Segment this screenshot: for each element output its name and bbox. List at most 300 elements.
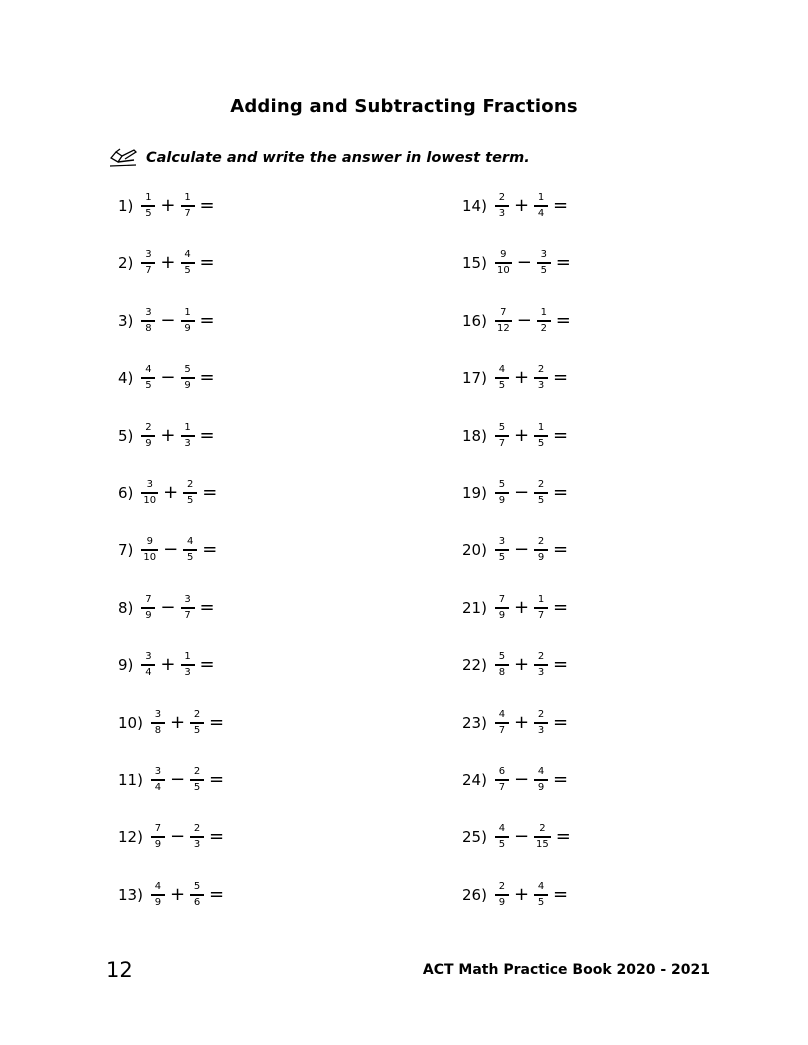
problem-item: [118, 301, 227, 358]
numerator: 2: [537, 708, 545, 720]
equals-sign: =: [199, 596, 215, 618]
problem-number: 11): [118, 770, 143, 789]
problem-item: [118, 760, 227, 817]
problem-item: [118, 416, 227, 473]
equals-sign: =: [553, 596, 569, 618]
fraction: [495, 249, 512, 277]
problem-expression: [462, 588, 571, 628]
fraction-bar: [183, 549, 197, 551]
instruction: [108, 146, 530, 170]
fraction: [141, 364, 155, 392]
fraction: [495, 881, 509, 909]
problem-expression: [462, 358, 571, 398]
problem-expression: [462, 875, 571, 915]
fraction: [141, 192, 155, 220]
problem-expression: [118, 473, 220, 513]
fraction: [534, 479, 548, 507]
problem-number: 2): [118, 254, 134, 273]
fraction-bar: [534, 607, 548, 609]
problem-expression: [462, 760, 571, 800]
numerator: 4: [498, 823, 506, 835]
denominator: 7: [537, 609, 545, 621]
instruction-text: Calculate and write the answer in lowest term.: [146, 150, 530, 166]
numerator: 4: [537, 765, 545, 777]
fraction: [495, 594, 509, 622]
fraction: [495, 192, 509, 220]
numerator: 4: [184, 249, 191, 261]
fraction-bar: [534, 836, 551, 838]
equals-sign: =: [553, 481, 569, 503]
denominator: 9: [537, 552, 545, 564]
fraction-bar: [495, 722, 509, 724]
numerator: 5: [498, 651, 506, 663]
equals-sign: =: [553, 539, 569, 561]
problem-expression: [118, 530, 220, 570]
fraction-bar: [534, 779, 548, 781]
denominator: 7: [498, 724, 506, 736]
fraction: [141, 249, 155, 277]
operator: +: [513, 195, 530, 216]
fraction-bar: [534, 722, 548, 724]
operator: −: [513, 826, 530, 848]
fraction-bar: [141, 492, 158, 494]
numerator: 7: [500, 306, 507, 318]
denominator: 5: [498, 380, 506, 392]
equals-sign: =: [199, 654, 215, 676]
denominator: 7: [498, 437, 506, 449]
fraction: [183, 536, 197, 564]
equals-sign: =: [209, 883, 225, 905]
numerator: 2: [498, 880, 506, 892]
numerator: 9: [146, 536, 153, 548]
numerator: 3: [498, 536, 506, 548]
numerator: 2: [145, 421, 152, 433]
problem-item: [462, 588, 574, 645]
problem-number: 7): [118, 541, 134, 560]
numerator: 1: [537, 192, 545, 203]
numerator: 7: [145, 593, 152, 605]
denominator: 8: [498, 667, 506, 679]
equals-sign: =: [209, 711, 225, 733]
fraction: [181, 192, 195, 220]
book-title: ACT Math Practice Book 2020 - 2021: [422, 962, 710, 978]
fraction: [495, 307, 512, 335]
fraction: [534, 881, 548, 909]
problem-expression: [118, 817, 227, 857]
numerator: 3: [154, 708, 162, 720]
fraction: [151, 823, 165, 851]
fraction: [151, 881, 165, 909]
problem-item: [118, 645, 227, 702]
equals-sign: =: [553, 711, 569, 733]
fraction-bar: [141, 205, 155, 207]
problem-expression: [462, 186, 571, 226]
fraction-bar: [495, 836, 509, 838]
fraction-bar: [181, 205, 195, 207]
numerator: 2: [539, 823, 546, 835]
fraction-bar: [534, 377, 548, 379]
equals-sign: =: [553, 768, 569, 790]
fraction: [495, 651, 509, 679]
fraction: [151, 709, 165, 737]
fraction: [495, 536, 509, 564]
fraction-bar: [151, 836, 165, 838]
fraction-bar: [534, 492, 548, 494]
problem-expression: [118, 301, 218, 341]
problem-number: 9): [118, 656, 134, 675]
numerator: 3: [145, 249, 152, 261]
fraction-bar: [534, 894, 548, 896]
numerator: 1: [184, 306, 191, 318]
problem-item: [462, 416, 574, 473]
equals-sign: =: [553, 883, 569, 905]
problem-number: 23): [462, 713, 487, 732]
problem-number: 14): [462, 197, 487, 215]
denominator: 3: [537, 667, 545, 679]
problem-expression: [462, 645, 571, 685]
operator: +: [513, 596, 530, 618]
numerator: 4: [498, 708, 506, 720]
operator: +: [160, 424, 176, 446]
fraction-bar: [495, 262, 512, 264]
operator: +: [513, 367, 530, 389]
equals-sign: =: [209, 768, 225, 790]
numerator: 1: [184, 192, 191, 203]
problem-number: 12): [118, 828, 143, 847]
operator: −: [513, 481, 530, 503]
problem-number: 6): [118, 483, 134, 502]
denominator: 8: [154, 724, 162, 736]
denominator: 4: [537, 208, 545, 219]
problem-item: [118, 473, 227, 530]
fraction-bar: [183, 492, 197, 494]
fraction: [534, 766, 548, 794]
denominator: 7: [145, 265, 152, 277]
denominator: 5: [540, 265, 547, 277]
operator: −: [160, 309, 176, 331]
fraction: [534, 709, 548, 737]
numerator: 2: [537, 536, 545, 548]
problem-expression: [118, 760, 227, 800]
fraction: [181, 307, 195, 335]
numerator: 9: [500, 249, 507, 261]
problem-number: 26): [462, 885, 487, 904]
fraction-bar: [141, 664, 155, 666]
problem-expression: [118, 416, 218, 456]
fraction-bar: [181, 664, 195, 666]
problem-number: 24): [462, 770, 487, 789]
denominator: 9: [498, 494, 506, 506]
equals-sign: =: [199, 195, 215, 216]
problem-item: [462, 875, 574, 932]
operator: +: [513, 711, 530, 733]
fraction: [534, 536, 548, 564]
equals-sign: =: [553, 424, 569, 446]
denominator: 5: [498, 839, 506, 851]
fraction-bar: [190, 722, 204, 724]
fraction-bar: [181, 377, 195, 379]
numerator: 4: [154, 880, 162, 892]
equals-sign: =: [553, 654, 569, 676]
numerator: 3: [146, 478, 153, 490]
fraction: [141, 479, 158, 507]
denominator: 9: [184, 380, 191, 392]
equals-sign: =: [202, 481, 218, 503]
operator: −: [516, 309, 532, 331]
numerator: 2: [537, 478, 545, 490]
problem-item: [462, 243, 574, 300]
problem-item: [462, 817, 574, 874]
fraction: [190, 766, 204, 794]
denominator: 9: [145, 437, 152, 449]
numerator: 5: [193, 880, 201, 892]
fraction: [190, 709, 204, 737]
operator: −: [160, 596, 176, 618]
denominator: 5: [498, 552, 506, 564]
fraction: [495, 823, 509, 851]
problem-item: [462, 186, 574, 243]
denominator: 9: [498, 896, 506, 908]
fraction-bar: [181, 320, 195, 322]
problem-item: [118, 243, 227, 300]
fraction: [495, 364, 509, 392]
problem-item: [118, 817, 227, 874]
problem-item: [462, 473, 574, 530]
problem-expression: [118, 875, 227, 915]
equals-sign: =: [553, 195, 569, 216]
denominator: 5: [193, 724, 201, 736]
problem-item: [462, 358, 574, 415]
denominator: 9: [154, 839, 162, 851]
numerator: 3: [540, 249, 547, 261]
equals-sign: =: [555, 252, 571, 274]
denominator: 7: [184, 208, 191, 219]
operator: +: [160, 195, 176, 216]
equals-sign: =: [209, 826, 225, 848]
page-title: Adding and Subtracting Fractions: [230, 96, 578, 117]
denominator: 12: [496, 322, 510, 334]
fraction-bar: [190, 894, 204, 896]
operator: +: [160, 654, 176, 676]
problem-number: 17): [462, 369, 487, 388]
problem-number: 19): [462, 483, 487, 502]
fraction-bar: [181, 607, 195, 609]
denominator: 9: [154, 896, 162, 908]
problems-right-column: [462, 186, 574, 932]
denominator: 10: [143, 552, 157, 564]
denominator: 9: [537, 781, 545, 793]
numerator: 1: [145, 192, 152, 203]
page-number: 12: [106, 958, 133, 982]
equals-sign: =: [199, 424, 215, 446]
problem-number: 13): [118, 885, 143, 904]
denominator: 3: [537, 380, 545, 392]
pencil-writing-icon: [108, 146, 138, 170]
fraction-bar: [181, 262, 195, 264]
problem-number: 25): [462, 828, 487, 847]
numerator: 3: [154, 765, 162, 777]
numerator: 5: [498, 478, 506, 490]
denominator: 5: [145, 380, 152, 392]
denominator: 5: [145, 208, 152, 219]
numerator: 2: [537, 364, 545, 376]
fraction: [151, 766, 165, 794]
problem-item: [462, 703, 574, 760]
operator: −: [516, 252, 532, 274]
problem-number: 3): [118, 311, 134, 330]
denominator: 3: [537, 724, 545, 736]
fraction-bar: [534, 549, 548, 551]
numerator: 1: [184, 651, 191, 663]
fraction-bar: [495, 607, 509, 609]
denominator: 3: [184, 437, 191, 449]
operator: +: [513, 654, 530, 676]
denominator: 9: [184, 322, 191, 334]
denominator: 4: [145, 667, 152, 679]
fraction-bar: [151, 894, 165, 896]
problem-number: 8): [118, 598, 134, 617]
problem-number: 20): [462, 541, 487, 560]
numerator: 2: [187, 478, 194, 490]
fraction: [141, 307, 155, 335]
denominator: 5: [187, 552, 194, 564]
fraction-bar: [495, 435, 509, 437]
denominator: 3: [498, 208, 506, 219]
fraction: [534, 364, 548, 392]
denominator: 3: [184, 667, 191, 679]
numerator: 6: [498, 765, 506, 777]
problem-expression: [462, 703, 571, 743]
fraction-bar: [141, 549, 158, 551]
fraction: [534, 594, 548, 622]
equals-sign: =: [555, 309, 571, 331]
numerator: 3: [184, 593, 191, 605]
problem-expression: [462, 530, 571, 570]
operator: −: [513, 539, 530, 561]
problem-expression: [462, 817, 574, 857]
denominator: 5: [537, 896, 545, 908]
fraction: [534, 823, 551, 851]
denominator: 4: [154, 781, 162, 793]
fraction: [141, 651, 155, 679]
numerator: 5: [498, 421, 506, 433]
numerator: 1: [184, 421, 191, 433]
fraction: [181, 364, 195, 392]
operator: +: [513, 883, 530, 905]
problem-number: 1): [118, 197, 134, 215]
fraction: [183, 479, 197, 507]
problem-item: [118, 186, 227, 243]
operator: +: [169, 711, 186, 733]
fraction-bar: [534, 205, 548, 207]
problem-number: 15): [462, 254, 487, 273]
numerator: 2: [537, 651, 545, 663]
denominator: 7: [498, 781, 506, 793]
fraction-bar: [495, 320, 512, 322]
problem-item: [462, 301, 574, 358]
problem-number: 21): [462, 598, 487, 617]
problem-expression: [462, 301, 574, 341]
fraction-bar: [181, 435, 195, 437]
problem-expression: [118, 358, 218, 398]
problem-expression: [462, 473, 571, 513]
problem-item: [118, 530, 227, 587]
numerator: 7: [154, 823, 162, 835]
problem-expression: [118, 243, 218, 283]
problem-item: [118, 703, 227, 760]
numerator: 4: [187, 536, 194, 548]
fraction-bar: [151, 779, 165, 781]
numerator: 2: [193, 765, 201, 777]
numerator: 4: [537, 880, 545, 892]
equals-sign: =: [199, 309, 215, 331]
denominator: 7: [184, 609, 191, 621]
denominator: 2: [540, 322, 547, 334]
fraction: [141, 422, 155, 450]
fraction-bar: [537, 320, 551, 322]
fraction: [190, 823, 204, 851]
problem-number: 22): [462, 656, 487, 675]
operator: −: [513, 768, 530, 790]
denominator: 5: [193, 781, 201, 793]
numerator: 2: [193, 708, 201, 720]
operator: +: [169, 883, 186, 905]
numerator: 2: [193, 823, 201, 835]
fraction-bar: [495, 377, 509, 379]
denominator: 5: [187, 494, 194, 506]
numerator: 5: [184, 364, 191, 376]
problem-number: 16): [462, 311, 487, 330]
fraction-bar: [534, 435, 548, 437]
fraction-bar: [537, 262, 551, 264]
fraction-bar: [534, 664, 548, 666]
problem-expression: [118, 588, 218, 628]
operator: −: [169, 768, 186, 790]
operator: −: [169, 826, 186, 848]
fraction-bar: [141, 607, 155, 609]
fraction-bar: [141, 320, 155, 322]
problems-left-column: [118, 186, 227, 932]
fraction-bar: [495, 492, 509, 494]
denominator: 10: [143, 494, 157, 506]
operator: −: [160, 367, 176, 389]
fraction: [495, 766, 509, 794]
problem-number: 5): [118, 426, 134, 445]
fraction: [141, 536, 158, 564]
fraction: [495, 479, 509, 507]
numerator: 3: [145, 306, 152, 318]
denominator: 5: [537, 437, 545, 449]
equals-sign: =: [555, 826, 571, 848]
operator: +: [163, 481, 179, 503]
numerator: 7: [498, 593, 506, 605]
fraction: [534, 422, 548, 450]
denominator: 9: [498, 609, 506, 621]
problem-number: 4): [118, 369, 134, 388]
operator: +: [160, 252, 176, 274]
equals-sign: =: [553, 367, 569, 389]
operator: +: [513, 424, 530, 446]
problem-item: [118, 875, 227, 932]
equals-sign: =: [202, 539, 218, 561]
numerator: 4: [145, 364, 152, 376]
fraction-bar: [495, 549, 509, 551]
denominator: 5: [537, 494, 545, 506]
fraction-bar: [190, 779, 204, 781]
fraction-bar: [495, 779, 509, 781]
problem-number: 18): [462, 426, 487, 445]
numerator: 3: [145, 651, 152, 663]
